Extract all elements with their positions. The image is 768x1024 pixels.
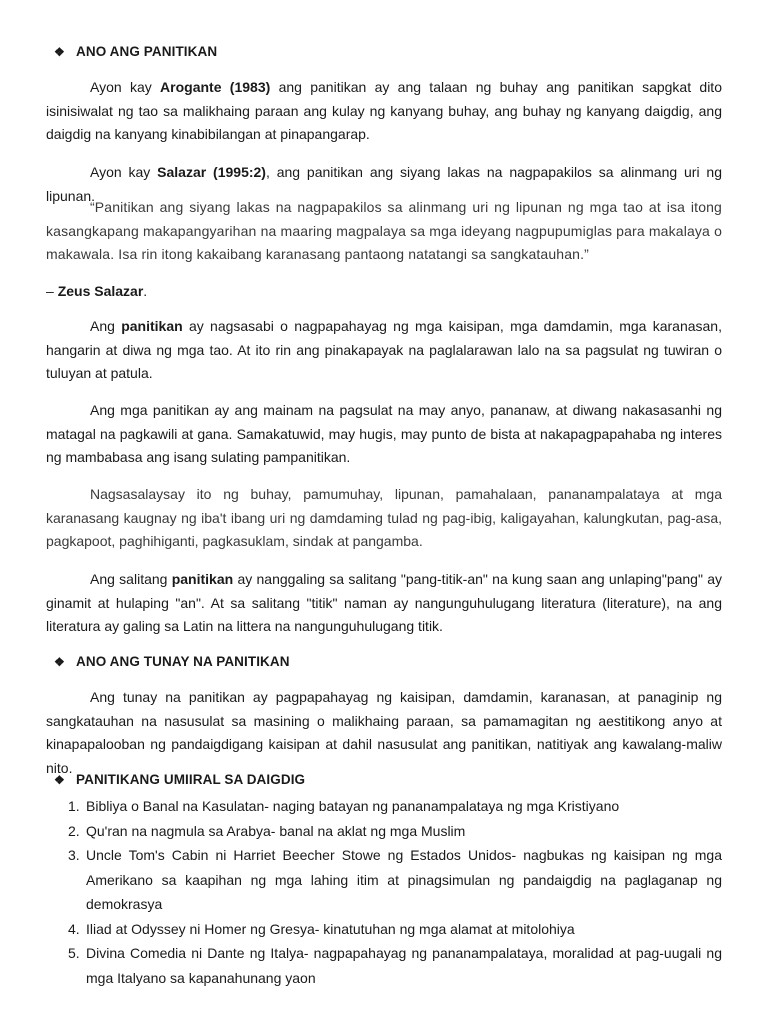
paragraph-definition <box>46 315 722 386</box>
diamond-bullet-icon: ❖ <box>54 655 65 669</box>
list-item-text: Qu'ran na nagmula sa Arabya- banal na aklat ng mga Muslim <box>86 822 466 839</box>
list-number: 1. <box>68 798 80 814</box>
text-span: ay nanggaling sa salitang "pang-titik-an" na kung saan ang unlaping"pang" ay ginamit at hulaping "an". At sa salitang "titik" naman ay nangunguhulugang literatura (literature), na ang literatura ay galing sa Latin na littera na nangunguhulugang titik. <box>46 571 722 634</box>
heading-text: ANO ANG PANITIKAN <box>76 44 218 59</box>
paragraph-etymology <box>46 568 722 639</box>
world-literature-list <box>46 794 722 990</box>
citation-arogante: Arogante (1983) <box>160 79 271 95</box>
text-span: , ang panitikan ang siyang lakas na nagpapakilos sa alinmang uri ng lipunan. <box>46 164 722 204</box>
heading-text: PANITIKANG UMIIRAL SA DAIGDIG <box>76 772 306 787</box>
period: . <box>143 283 148 299</box>
list-item <box>46 843 722 917</box>
list-number: 5. <box>68 945 80 961</box>
list-item <box>46 819 722 844</box>
section-heading-ano-ang-panitikan <box>54 44 217 59</box>
quotation-block: “Panitikan ang siyang lakas na nagpapakilos sa alinmang uri ng lipunan ng mga tao at isa itong kasangkapang makapangyarihan na maaring magpalaya sa mga ideyang nagpupumiglas para makalaya o makawala. Isa rin itong kakaibang karanasang pantaong natatangi sa sangkatauhan.” <box>46 199 722 262</box>
list-item-text: Uncle Tom's Cabin ni Harriet Beecher Stowe ng Estados Unidos- nagbukas ng kaisipan ng mga Amerikano sa kaapihan ng mga lahing itim at pinagsimulan ng pandaigdig na paglaganap ng demokrasya <box>86 847 722 912</box>
list-number: 4. <box>68 920 80 937</box>
diamond-bullet-icon: ❖ <box>54 45 65 59</box>
bold-term: panitikan <box>171 571 234 587</box>
heading-text: ANO ANG TUNAY NA PANITIKAN <box>76 654 290 669</box>
text-span: ay nagsasabi o nagpapahayag ng mga kaisipan, mga damdamin, mga karanasan, hangarin at diwa ng mga tao. At ito rin ang pinakapayak na paglalarawan lalo na sa pagsulat ng tuwiran o tuluyan at patula. <box>46 318 722 381</box>
text-span: Ayon kay <box>90 79 161 95</box>
text-span: Ayon kay <box>90 164 158 180</box>
list-item-text: Bibliya o Banal na Kasulatan- naging batayan ng pananampalataya ng mga Kristiyano <box>86 798 620 814</box>
section-heading-tunay-na-panitikan <box>54 654 290 669</box>
list-number: 3. <box>68 847 80 863</box>
list-number: 2. <box>68 822 80 839</box>
dash: – <box>46 283 58 299</box>
section-heading-umiiral-sa-daigdig <box>54 772 305 787</box>
text-span: Ang <box>90 318 122 334</box>
list-item <box>46 941 722 990</box>
attribution-name: Zeus Salazar <box>57 283 144 299</box>
paragraph-arogante <box>46 76 722 147</box>
list-item-text: Divina Comedia ni Dante ng Italya- nagpapahayag ng pananampalataya, moralidad at pag-uugali ng mga Italyano sa kapanahunang yaon <box>86 945 722 986</box>
bold-term: panitikan <box>121 318 183 334</box>
diamond-bullet-icon: ❖ <box>54 773 65 787</box>
quotation-attribution <box>46 283 147 299</box>
list-item-text: Iliad at Odyssey ni Homer ng Gresya- kinatutuhan ng mga alamat at mitolohiya <box>86 920 575 937</box>
paragraph-nagsasalaysay: Nagsasalaysay ito ng buhay, pamumuhay, lipunan, pamahalaan, pananampalataya at mga karanasang kaugnay ng iba't ibang uri ng damdaming tulad ng pag-ibig, kaligayahan, kalungkutan, pag-asa, pagkapoot, paghihiganti, pagkasuklam, sindak at pangamba. <box>46 486 722 549</box>
list-item <box>46 917 722 942</box>
citation-salazar: Salazar (1995:2) <box>157 164 266 180</box>
paragraph-mainam-na-pagsulat: Ang mga panitikan ay ang mainam na pagsulat na may anyo, pananaw, at diwang nakasasanhi ng matagal na pagkawili at gana. Samakatuwid, may hugis, may punto de bista at nakapagpapahaba ng interes ng mambabasa ang isang sulating pampanitikan. <box>46 402 722 465</box>
text-span: Ang salitang <box>90 571 172 587</box>
paragraph-tunay-na-panitikan: Ang tunay na panitikan ay pagpapahayag ng kaisipan, damdamin, karanasan, at panaginip ng sangkatauhan na nasusulat sa masining o malikhaing paraan, sa pamamagitan ng aestitikong anyo at kinapapalooban ng pandaigdigang kaisipan at dahil nasusulat ang panitikan, natitiyak ang kawalang-maliw nito. <box>46 689 722 776</box>
list-item <box>46 794 722 819</box>
text-span: ang panitikan ay ang talaan ng buhay ang panitikan sapgkat dito isinisiwalat ng tao sa malikhaing paraan ang kulay ng kanyang buhay, ang buhay ng kanyang daigdig, ang daigdig na kanyang kinabibilangan at pinapangarap. <box>46 79 722 142</box>
